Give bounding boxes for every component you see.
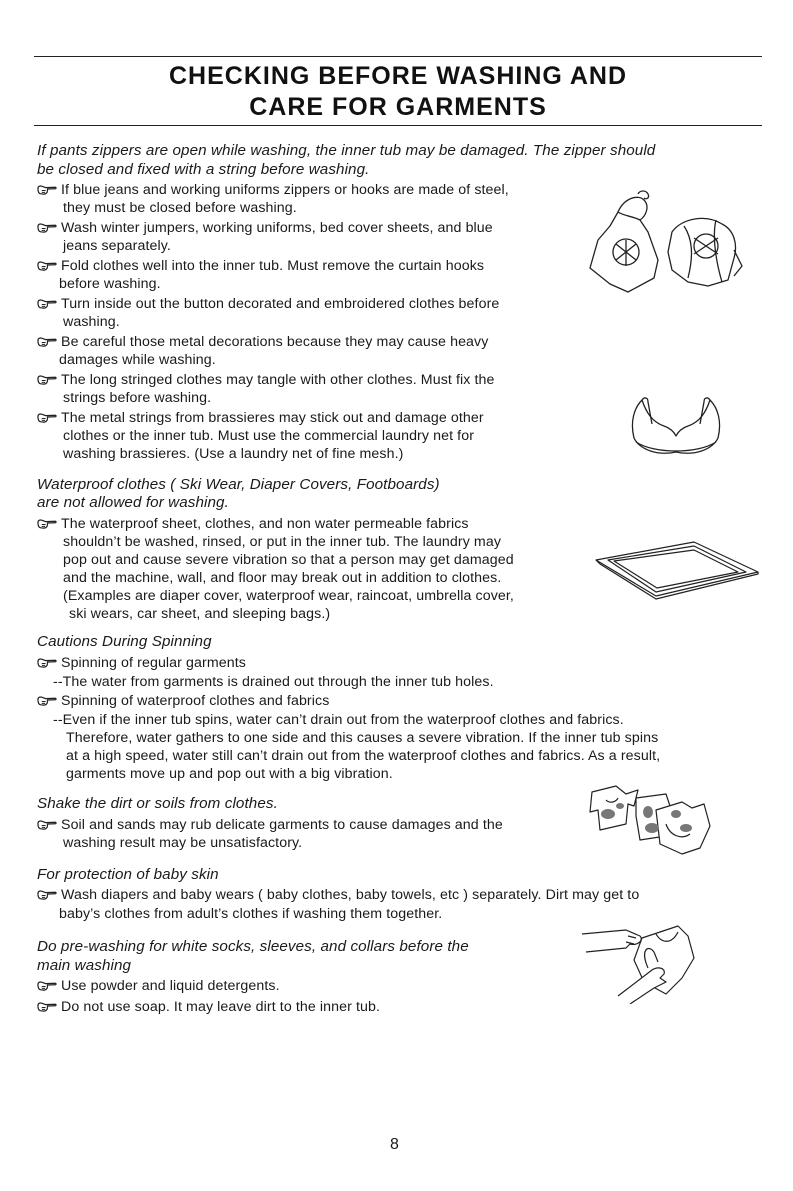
prewash-heading-line1: Do pre-washing for white socks, sleeves, and collars before the (37, 938, 469, 955)
zipper-item-1-line1: If blue jeans and working uniforms zippers or hooks are made of steel, (61, 182, 509, 198)
brassiere-illustration (626, 394, 726, 462)
waterproof-item-line2: shouldn’t be washed, rinsed, or put in the inner tub. The laundry may (63, 534, 502, 550)
prewash-item-1: Use powder and liquid detergents. (61, 978, 280, 994)
baby-item-line2: baby’s clothes from adult’s clothes if washing them together. (59, 906, 443, 922)
zipper-item-3-line2: before washing. (59, 276, 161, 292)
shake-item-line1: Soil and sands may rub delicate garments to cause damages and the (61, 817, 503, 833)
soiled-clothes-illustration (586, 784, 716, 856)
hand-washing-collar-illustration (582, 922, 702, 1004)
page-number: 8 (390, 1136, 399, 1153)
prewash-item-2: Do not use soap. It may leave dirt to the inner tub. (61, 999, 381, 1015)
zipper-item-5-line1: Be careful those metal decorations because they may cause heavy (61, 334, 489, 350)
pointing-hand-icon (37, 412, 57, 424)
zipper-item-7-line1: The metal strings from brassieres may stick out and damage other (61, 410, 484, 426)
pointing-hand-icon (37, 695, 57, 707)
zipper-heading-line2: be closed and fixed with a string before washing. (37, 161, 370, 178)
page-title-line1: CHECKING BEFORE WASHING AND (168, 62, 628, 90)
spinning-item-2-sub-line3: at a high speed, water still can’t drain out from the waterproof clothes and fabrics. As a result, (66, 748, 661, 764)
zipper-heading-line1: If pants zippers are open while washing, the inner tub may be damaged. The zipper should (37, 142, 656, 159)
spinning-item-2: Spinning of waterproof clothes and fabrics (61, 693, 330, 709)
pointing-hand-icon (37, 336, 57, 348)
waterproof-item-line4: and the machine, wall, and floor may break out in addition to clothes. (63, 570, 502, 586)
waterproof-item-line1: The waterproof sheet, clothes, and non water permeable fabrics (61, 516, 469, 532)
zipper-item-4-line2: washing. (63, 314, 120, 330)
spinning-item-2-sub-line4: garments move up and pop out with a big vibration. (66, 766, 393, 782)
zipper-item-1-line2: they must be closed before washing. (63, 200, 297, 216)
spinning-item-2-sub-line2: Therefore, water gathers to one side and this causes a severe vibration. If the inner tub spins (66, 730, 659, 746)
page-title-line2: CARE FOR GARMENTS (249, 93, 547, 121)
pointing-hand-icon (37, 260, 57, 272)
spinning-item-2-sub-line1: --Even if the inner tub spins, water can’t drain out from the waterproof clothes and fabrics. (53, 712, 624, 728)
waterproof-item-line6: ski wears, car sheet, and sleeping bags.) (69, 606, 331, 622)
zipper-item-4-line1: Turn inside out the button decorated and embroidered clothes before (61, 296, 500, 312)
spinning-item-1: Spinning of regular garments (61, 655, 246, 671)
pointing-hand-icon (37, 374, 57, 386)
zipper-item-7-line3: washing brassieres. (Use a laundry net of fine mesh.) (63, 446, 404, 462)
tied-garments-illustration (588, 190, 748, 298)
pointing-hand-icon (37, 819, 57, 831)
zipper-item-2-line1: Wash winter jumpers, working uniforms, bed cover sheets, and blue (61, 220, 493, 236)
waterproof-sheet-illustration (594, 538, 760, 600)
pointing-hand-icon (37, 889, 57, 901)
baby-item-line1: Wash diapers and baby wears ( baby clothes, baby towels, etc ) separately. Dirt may get to (61, 887, 640, 903)
zipper-item-6-line1: The long stringed clothes may tangle with other clothes. Must fix the (61, 372, 495, 388)
waterproof-item-line5: (Examples are diaper cover, waterproof wear, raincoat, umbrella cover, (63, 588, 514, 604)
pointing-hand-icon (37, 298, 57, 310)
pointing-hand-icon (37, 657, 57, 669)
pointing-hand-icon (37, 222, 57, 234)
top-rule (34, 56, 762, 57)
pointing-hand-icon (37, 980, 57, 992)
baby-heading: For protection of baby skin (37, 866, 219, 883)
waterproof-heading-line1: Waterproof clothes ( Ski Wear, Diaper Covers, Footboards) (37, 476, 440, 493)
zipper-item-5-line2: damages while washing. (59, 352, 216, 368)
spinning-item-1-sub: --The water from garments is drained out through the inner tub holes. (53, 674, 494, 690)
shake-heading: Shake the dirt or soils from clothes. (37, 795, 278, 812)
pointing-hand-icon (37, 1001, 57, 1013)
spinning-heading: Cautions During Spinning (37, 633, 212, 650)
waterproof-heading-line2: are not allowed for washing. (37, 494, 229, 511)
pointing-hand-icon (37, 184, 57, 196)
zipper-item-6-line2: strings before washing. (63, 390, 212, 406)
prewash-heading-line2: main washing (37, 957, 132, 974)
waterproof-item-line3: pop out and cause severe vibration so that a person may get damaged (63, 552, 514, 568)
title-bottom-rule (34, 125, 762, 126)
pointing-hand-icon (37, 518, 57, 530)
zipper-item-7-line2: clothes or the inner tub. Must use the commercial laundry net for (63, 428, 475, 444)
shake-item-line2: washing result may be unsatisfactory. (63, 835, 303, 851)
zipper-item-3-line1: Fold clothes well into the inner tub. Must remove the curtain hooks (61, 258, 485, 274)
zipper-item-2-line2: jeans separately. (63, 238, 171, 254)
